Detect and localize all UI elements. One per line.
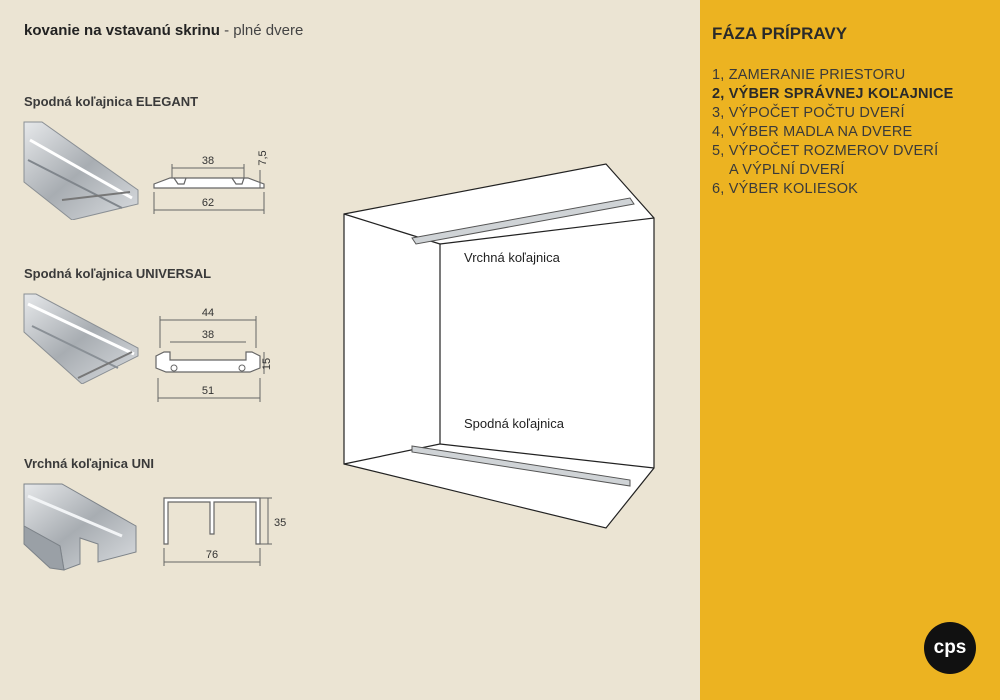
title-main: kovanie na vstavanú skrinu xyxy=(24,22,220,39)
wardrobe-niche-illustration xyxy=(330,150,660,540)
dim-label: 76 xyxy=(205,549,219,561)
profile-uni xyxy=(156,490,288,570)
dim-label: 15 xyxy=(261,357,273,371)
rail-photo-universal xyxy=(22,292,140,384)
title-sub: - plné dvere xyxy=(224,22,304,39)
sidebar xyxy=(700,0,1000,700)
steps-list xyxy=(712,66,954,199)
rail-label-elegant: Spodná koľajnica ELEGANT xyxy=(24,94,199,109)
dim-label: 38 xyxy=(201,329,215,341)
step-item-active[interactable]: 2, VÝBER SPRÁVNEJ KOĽAJNICE xyxy=(712,86,954,102)
cps-logo: cps xyxy=(924,622,976,674)
dim-label: 7,5 xyxy=(257,150,269,166)
step-item[interactable]: 6, VÝBER KOLIESOK xyxy=(712,181,859,197)
profile-universal xyxy=(148,304,276,404)
step-item[interactable]: 5, VÝPOČET ROZMEROV DVERÍ A VÝPLNÍ DVERÍ xyxy=(712,143,939,178)
rail-photo-elegant xyxy=(22,120,140,220)
step-item[interactable]: 3, VÝPOČET POČTU DVERÍ xyxy=(712,105,905,121)
dim-label: 62 xyxy=(201,197,215,209)
dim-label: 35 xyxy=(274,517,287,529)
top-rail-label: Vrchná koľajnica xyxy=(464,250,560,265)
rail-photo-uni xyxy=(22,480,138,590)
profile-elegant xyxy=(148,140,276,220)
rail-label-uni: Vrchná koľajnica UNI xyxy=(24,456,154,471)
rail-label-universal: Spodná koľajnica UNIVERSAL xyxy=(24,266,212,281)
step-item[interactable]: 4, VÝBER MADLA NA DVERE xyxy=(712,124,913,140)
dim-label: 44 xyxy=(201,307,215,319)
sidebar-title: FÁZA PRÍPRAVY xyxy=(712,24,848,43)
page-title xyxy=(24,22,303,39)
dim-label: 38 xyxy=(201,155,215,167)
bottom-rail-label: Spodná koľajnica xyxy=(464,416,564,431)
dim-label: 51 xyxy=(201,385,215,397)
step-item[interactable]: 1, ZAMERANIE PRIESTORU xyxy=(712,67,906,83)
